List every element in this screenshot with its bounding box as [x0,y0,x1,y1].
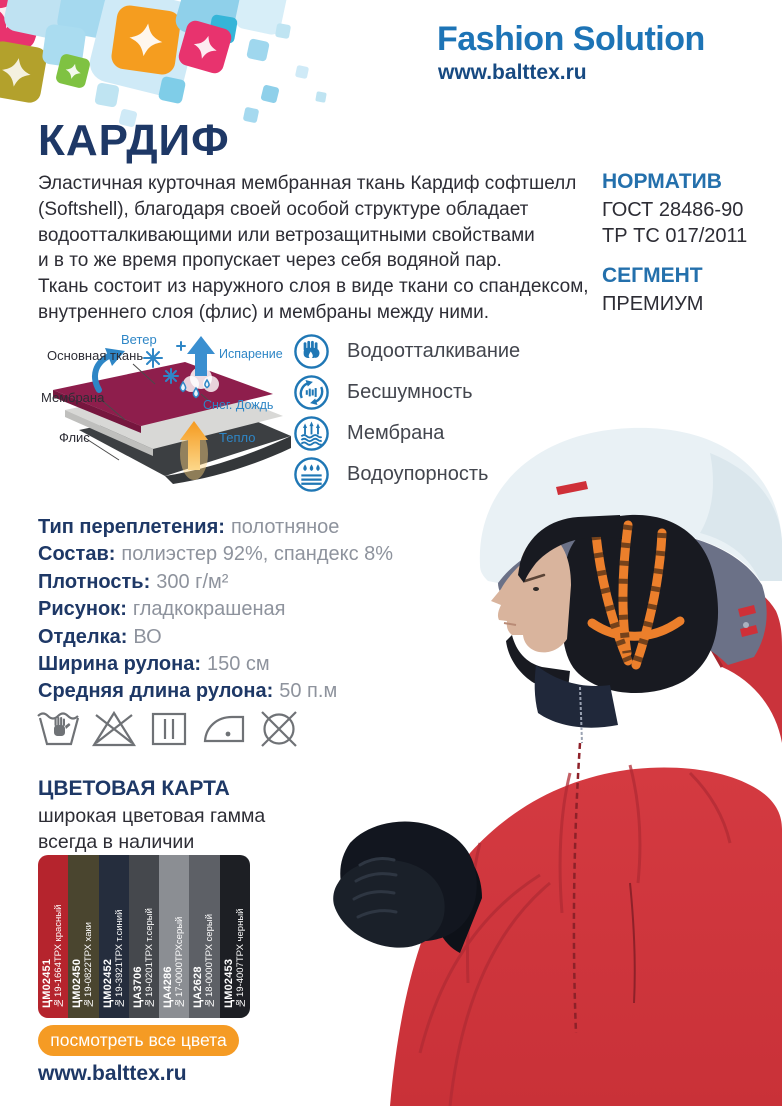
description-line: Ткань состоит из наружного слоя в виде ткани со спандексом, [38,276,589,298]
spec-label: Средняя длина рулона: [38,680,274,703]
fabric-layers-diagram [33,324,291,499]
color-swatch [68,855,98,1018]
spec-row [38,596,393,623]
spec-label: Состав: [38,543,116,566]
diagram-label-main-fabric: Основная ткань [47,348,144,363]
decor-tile [94,82,119,107]
color-swatch [220,855,250,1018]
feature-row [293,372,520,413]
diagram-label-membrane: Мембрана [41,390,105,405]
decor-tile [275,23,291,39]
spec-list [38,514,393,706]
color-swatch [99,855,129,1018]
swatch-code: ЦА3706 [131,966,144,1008]
swatch-code: ЦМ02451 [41,958,53,1008]
swatch-spec: №19-1664ТРХ красный [53,904,64,1008]
decor-tile [0,40,48,105]
decor-tile [260,84,279,103]
decor-tile [158,76,186,104]
color-chart-title: ЦВЕТОВАЯ КАРТА [38,777,230,800]
segment-heading: СЕГМЕНТ [602,264,703,287]
diagram-label-snow-rain: Снег. Дождь [203,398,274,412]
decor-tile [55,53,91,89]
feature-label: Бесшумность [347,381,473,403]
swatch-spec: №19-0822ТРХ хаки [83,922,95,1008]
swatch-spec: №18-0000ТРХ серый [204,913,216,1008]
diagram-label-evaporation: Испарение [219,347,283,361]
membrane-icon [293,415,330,452]
spec-row [38,651,393,678]
color-swatch [159,855,189,1018]
do-not-dryclean-icon [256,708,302,750]
drip-dry-icon [146,708,192,750]
feature-label: Водоупорность [347,463,489,485]
feature-label: Мембрана [347,422,445,444]
swatch-code: ЦА4286 [162,966,175,1008]
subtitle-line: широкая цветовая гамма [38,805,266,827]
subtitle-line: всегда в наличии [38,831,195,853]
spec-value: 150 см [207,653,270,676]
care-symbols [36,708,302,750]
spec-label: Ширина рулона: [38,653,201,676]
description-line: и в то же время пропускает через себя водяной пар. [38,250,502,272]
description-line: водоотталкивающими или ветрозащитными свойствами [38,224,535,246]
brand-logo: Fashion Solution [437,20,705,58]
page-title: КАРДИФ [38,116,230,165]
spec-label: Отделка: [38,625,128,648]
spec-value: 300 г/м² [156,570,229,593]
product-description [38,171,598,326]
spec-row [38,514,393,541]
swatch-spec: №19-3921ТРХ т.синий [113,909,125,1008]
noiseless-icon [293,374,330,411]
decor-tile [295,65,309,79]
brand-site-link[interactable]: www.balttex.ru [438,61,587,84]
diagram-label-wind: Ветер [121,332,157,347]
site-link-bottom[interactable]: www.balttex.ru [38,1062,187,1085]
normative-value: ГОСТ 28486-90 [602,199,744,221]
spec-row [38,569,393,596]
feature-row [293,413,520,454]
spec-value: 50 п.м [279,680,338,703]
spec-value: ВО [133,625,162,648]
swatch-spec: №19-4007ТРХ черный [234,908,246,1008]
feature-list [293,331,520,495]
normative-heading: НОРМАТИВ [602,170,722,193]
swatch-code: ЦМ02450 [71,958,84,1008]
iron-one-dot-icon [201,708,247,750]
color-swatch [38,855,68,1018]
color-chart-subtitle [38,803,265,855]
spec-label: Плотность: [38,570,151,593]
product-photo [330,413,782,1106]
spec-value: полотняное [230,516,340,538]
color-swatch [129,855,159,1018]
waterproof-icon [293,456,330,493]
swatch-code: ЦМ02452 [101,958,114,1008]
hand-wash-icon [36,708,82,750]
spec-row [38,624,393,651]
swatch-spec: №17-0000ТРХсерый [174,916,186,1008]
spec-value: полиэстер 92%, спандекс 8% [121,543,394,566]
description-line: (Softshell), благодаря своей особой структуре обладает [38,198,529,220]
decor-tile-logo [110,4,182,76]
decor-tile [315,91,327,103]
diagram-label-fleece: Флис [59,430,90,445]
diagram-label-heat: Тепло [219,430,256,445]
normative-value: ТР ТС 017/2011 [602,225,748,247]
do-not-bleach-icon [91,708,137,750]
color-swatch [189,855,219,1018]
swatch-code: ЦА2628 [192,966,205,1008]
view-all-colors-button[interactable]: посмотреть все цвета [38,1025,239,1056]
feature-row [293,454,520,495]
spec-value: гладкокрашеная [132,598,286,621]
description-line: Эластичная курточная мембранная ткань Кардиф софтшелл [38,173,577,194]
description-line: внутреннего слоя (флис) и мембраны между ними. [38,301,489,323]
spec-label: Тип переплетения: [38,516,225,538]
decor-tile [243,107,260,124]
spec-row [38,541,393,568]
info-column [602,170,780,317]
feature-label: Водоотталкивание [347,340,521,362]
spec-row [38,678,393,705]
water-repellent-hand-icon [293,333,330,370]
segment-value: ПРЕМИУМ [602,293,704,315]
swatch-code: ЦМ02453 [222,958,235,1008]
swatch-spec: №19-0201ТРХ т.серый [143,908,155,1008]
decor-tile [246,38,270,62]
color-swatch-strip [38,855,250,1018]
spec-label: Рисунок: [38,598,127,621]
feature-row [293,331,520,372]
